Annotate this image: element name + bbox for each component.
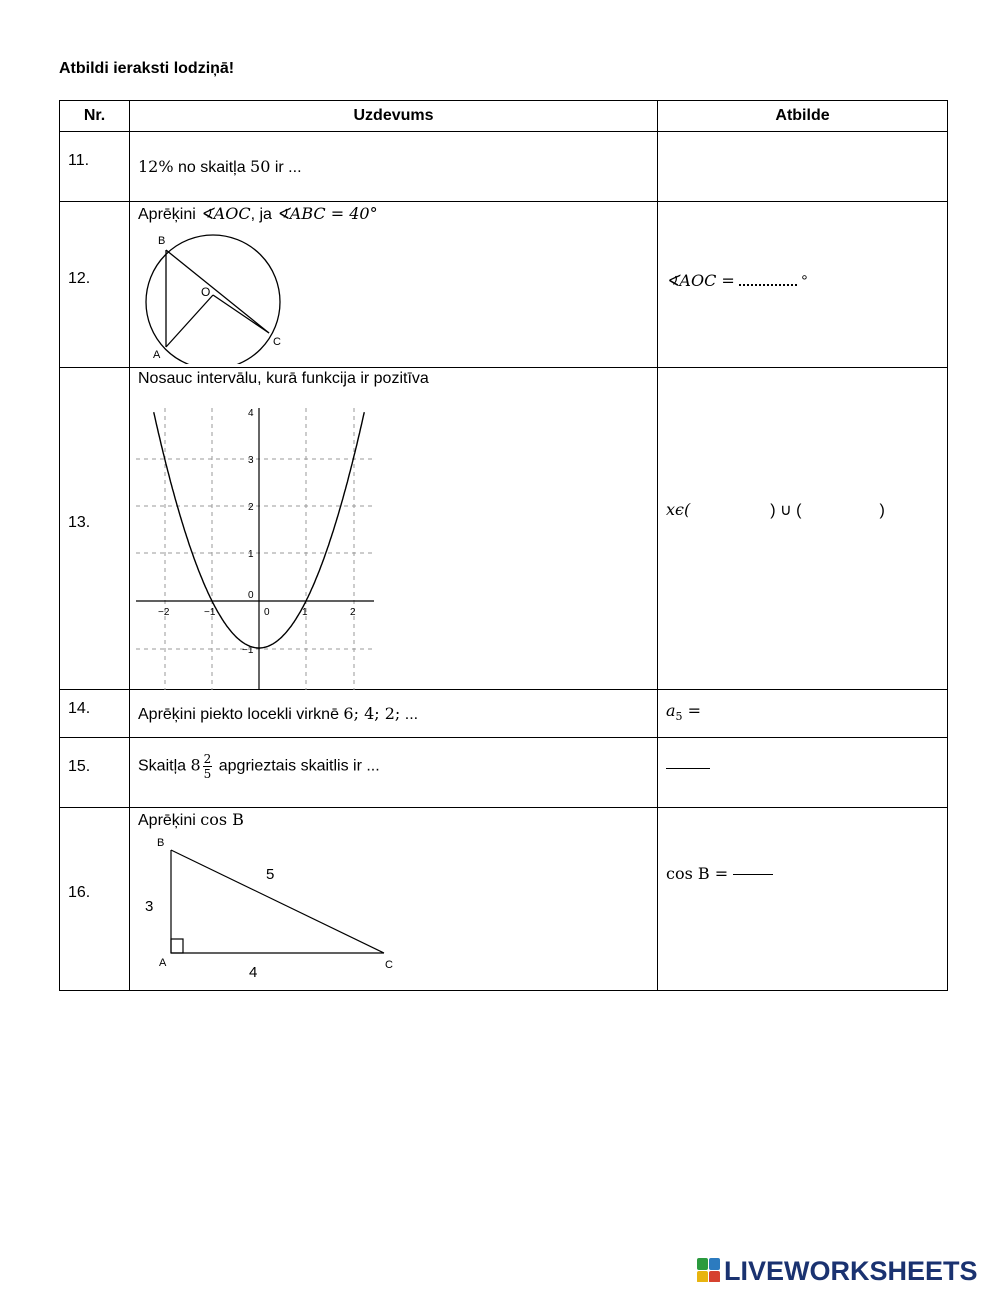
table-row: [60, 132, 948, 202]
row-number: [60, 808, 130, 991]
task-sequence: 6; 4; 2;: [343, 704, 401, 723]
table-header-row: [60, 101, 948, 132]
row-number-text: 16.: [68, 884, 91, 901]
x-tick-label: 2: [350, 607, 356, 618]
label-c: C: [273, 336, 281, 348]
answer-set-open: xϵ(: [666, 500, 691, 519]
answer-cell[interactable]: [658, 368, 948, 690]
label-b: B: [157, 837, 165, 849]
table-row: [60, 738, 948, 808]
y-tick-label: 4: [248, 408, 254, 419]
y-tick-label: 2: [248, 502, 254, 513]
header-nr: Nr.: [60, 101, 130, 132]
task-text: [138, 704, 418, 724]
fraction-numerator: 2: [203, 752, 212, 766]
row-number-text: 15.: [68, 758, 91, 775]
task-text: [138, 752, 380, 781]
x-tick-label: −1: [204, 607, 216, 618]
task-number: 12%: [138, 157, 174, 176]
task-cos: cos B: [200, 810, 244, 829]
label-a: A: [153, 349, 161, 361]
table-row: [60, 368, 948, 690]
row-number: [60, 132, 130, 202]
label-a: A: [159, 957, 167, 969]
answer-fraction-line[interactable]: [666, 760, 710, 778]
table-row: [60, 690, 948, 738]
header-answer: Atbilde: [658, 101, 948, 132]
task-number: 50: [250, 157, 271, 176]
answer-cell[interactable]: [658, 132, 948, 202]
label-b: B: [158, 235, 166, 247]
answer-cos: cos B =: [666, 864, 729, 883]
task-cell: [130, 368, 658, 690]
task-text-part: Aprēķini: [138, 206, 201, 223]
task-text-part: no skaitļa: [173, 159, 251, 176]
task-text-part: apgrieztais skaitlis ir ...: [214, 757, 380, 775]
task-cell: [130, 202, 658, 368]
task-text: [138, 810, 244, 830]
answer-cell[interactable]: [658, 202, 948, 368]
worksheet-heading: Atbildi ieraksti lodziņā!: [59, 60, 235, 77]
side-ab-length: 3: [145, 898, 154, 915]
x-tick-label: −2: [158, 607, 170, 618]
answer-cell[interactable]: [658, 690, 948, 738]
row-number-text: 11.: [68, 152, 90, 169]
circle-figure: [138, 230, 298, 364]
liveworksheets-logo-text: LIVEWORKSHEETS: [724, 1256, 978, 1286]
label-o: O: [201, 285, 211, 299]
y-tick-label: 3: [248, 455, 254, 466]
task-text: [138, 157, 302, 177]
x-tick-label: 0: [264, 607, 270, 618]
task-text-part: ir ...: [270, 159, 302, 176]
answer-cell[interactable]: [658, 808, 948, 991]
row-number: [60, 368, 130, 690]
answer-angle: ∢AOC =: [666, 271, 735, 290]
mixed-number-whole: 8: [190, 755, 201, 775]
answer-subscript: 5: [675, 710, 683, 724]
table-row: [60, 808, 948, 991]
task-text-part: ...: [400, 706, 419, 723]
y-tick-label: 1: [248, 549, 254, 560]
side-ac-length: 4: [249, 964, 258, 981]
task-cell: [130, 738, 658, 808]
task-text-part: , ja: [250, 206, 277, 223]
answer-term: a: [666, 701, 676, 720]
row-number-text: 14.: [68, 700, 91, 717]
header-task: Uzdevums: [130, 101, 658, 132]
row-number: [60, 738, 130, 808]
task-cell: [130, 690, 658, 738]
answer-union: ) ∪ (: [770, 502, 802, 519]
task-angle: ∢ABC = 40°: [276, 204, 378, 223]
task-cell: [130, 132, 658, 202]
answer-cell[interactable]: [658, 738, 948, 808]
answer-text: [666, 864, 773, 884]
row-number: [60, 690, 130, 738]
label-c: C: [385, 959, 393, 971]
answer-equals: =: [682, 701, 702, 720]
fraction: [203, 752, 213, 781]
row-number-text: 12.: [68, 270, 91, 287]
answer-blank[interactable]: [739, 270, 797, 286]
side-bc-length: 5: [266, 866, 275, 883]
worksheet-table: [59, 100, 948, 991]
task-cell: [130, 808, 658, 991]
task-angle: ∢AOC: [200, 204, 251, 223]
answer-fraction-line[interactable]: [733, 874, 773, 875]
task-text: [138, 204, 378, 224]
y-tick-label: −1: [242, 645, 254, 656]
answer-text: [666, 500, 936, 520]
table-row: [60, 202, 948, 368]
degree-sign: °: [801, 273, 808, 290]
y-tick-label: 0: [248, 590, 254, 601]
answer-text: [666, 701, 701, 723]
parabola-graph: [136, 408, 376, 690]
triangle-figure: [140, 832, 400, 988]
task-text-part: Aprēķini piekto locekli virknē: [138, 706, 344, 723]
answer-text: [666, 270, 808, 291]
fraction-denominator: 5: [203, 767, 212, 781]
row-number: [60, 202, 130, 368]
row-number-text: 13.: [68, 514, 91, 531]
task-text-part: Aprēķini: [138, 812, 201, 829]
x-tick-label: 1: [302, 607, 308, 618]
task-text: Nosauc intervālu, kurā funkcija ir pozitīva: [138, 370, 429, 387]
liveworksheets-logo-icon: [697, 1258, 721, 1282]
task-text-part: Skaitļa: [138, 757, 191, 775]
answer-set-close: ): [879, 502, 885, 519]
